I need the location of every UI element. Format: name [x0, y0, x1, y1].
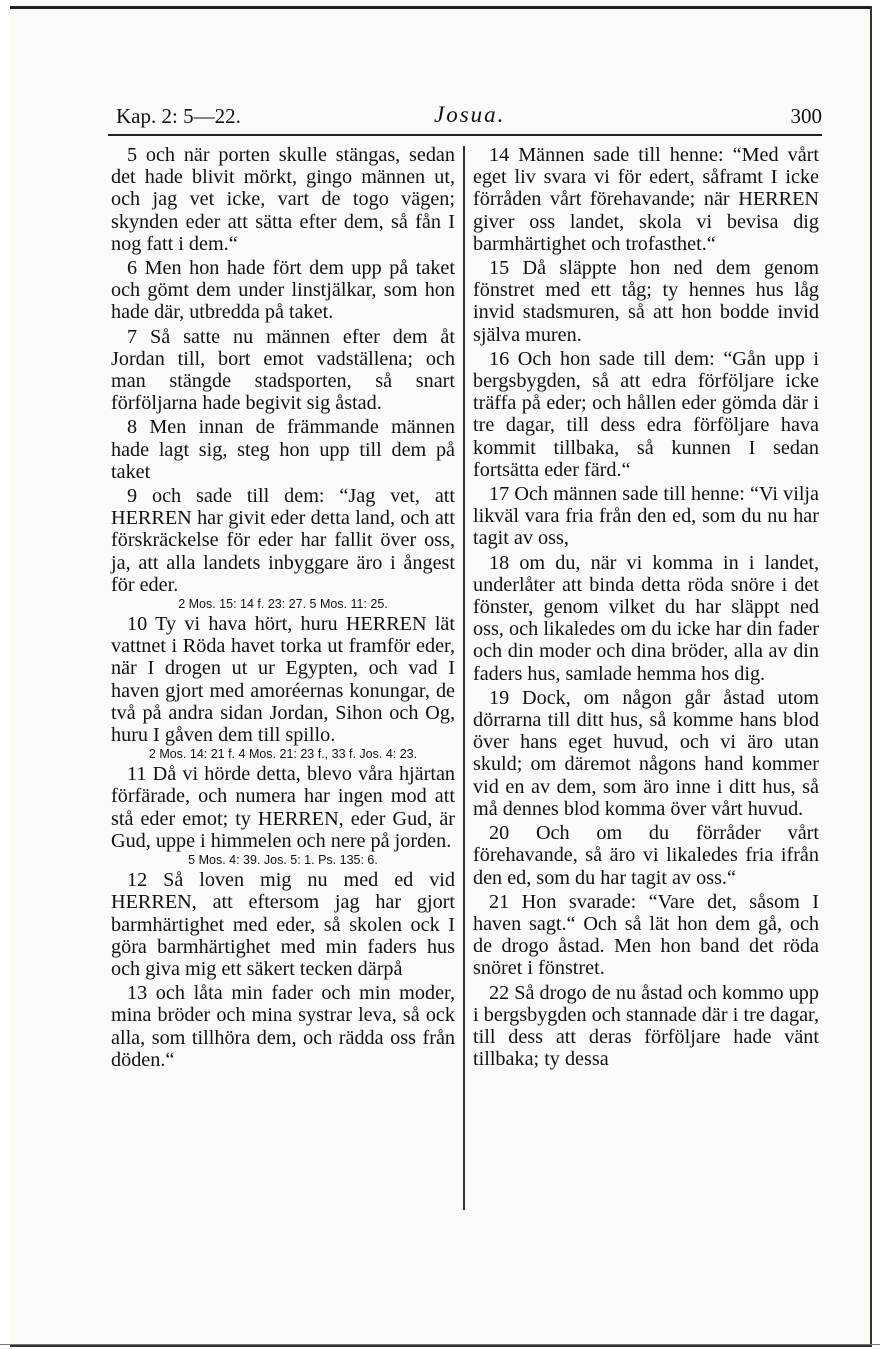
book-title: Josua.	[434, 102, 506, 127]
cross-reference: 2 Mos. 14: 21 f. 4 Mos. 21: 23 f., 33 f. Jos. 4: 23.	[148, 747, 418, 762]
scan-edge-line	[0, 1344, 880, 1345]
page-number: 300	[790, 104, 822, 128]
verse-14-start: 14 Männen sade till henne: “Med vårt eget liv svara vi för edert, såframt I icke förråden vårt förehavande; när	[473, 144, 819, 211]
running-head	[116, 102, 822, 134]
verse-14	[473, 144, 819, 255]
verse-15: 15 Då släppte hon ned dem genom fönstret med ett tåg; ty hennes hus låg invid stadsmuren, så att hon bodde invid själva muren.	[473, 257, 819, 346]
divine-name: HERREN	[738, 188, 819, 211]
verse-18: 18 om du, när vi komma in i landet, underlåter att binda detta röda snöre i det fönster, genom vilket du har släppt ned oss, och likaledes om du icke har din fader och din moder och dina bröder, alla av din faders hus, samlade hemma hos dig.	[473, 551, 819, 685]
verse-10-end: lät vattnet i Röda havet torka ut framför eder, när I drogen ut ur Egypten, och vad I haven gjort med amoréernas konungar, de två på andra sidan Jordan, Sihon och Og, huru I gåven dem till spillo.	[111, 613, 456, 747]
verse-22: 22 Så drogo de nu åstad och kommo upp i bergsbygden och stannade där i tre dagar, till dess att deras förföljare hade vänt tillbaka; ty dessa	[473, 981, 819, 1071]
cross-reference: 5 Mos. 4: 39. Jos. 5: 1. Ps. 135: 6.	[188, 853, 378, 868]
verse-11-end: , eder Gud, är Gud, uppe i himmelen och nere på jorden.	[111, 807, 456, 852]
verse-16: 16 Och hon sade till dem: “Gån upp i bergsbygden, så att edra förföljare icke träffa på eder; och hållen eder gömda där i tre dagar, till dess edra förföljare hava kommit tillbaka, så kunnen I sedan fortsätta eder färd.“	[473, 347, 819, 481]
divine-name: HERREN	[111, 507, 192, 530]
verse-9-end: har givit eder detta land, och att förskräckelse för eder har fallit över oss, ja, att alla landets inbyggare äro i ångest för eder.	[111, 507, 455, 596]
verse-17: 17 Och männen sade till henne: “Vi vilja likväl vara fria från den ed, som du nu har tagit av oss,	[473, 483, 819, 550]
verse-19: 19 Dock, om någon går åstad utom dörrarna till ditt hus, så komme hans blod över hans eget huvud, och vi äro utan skuld; om däremot någons hand kommer vid en av dem, som äro inne i ditt hus, så må dennes blod komma över vårt huvud.	[473, 686, 819, 820]
verse-8: 8 Men innan de främmande männen hade lagt sig, steg hon upp till dem på taket	[111, 416, 455, 483]
divine-name: HERREN	[111, 891, 192, 914]
verse-6: 6 Men hon hade fört dem upp på taket och gömt dem under linstjälkar, som hon hade där, utbredda på taket.	[111, 257, 455, 324]
verse-11	[111, 763, 455, 852]
header-rule	[108, 134, 822, 136]
verse-12-end: , att eftersom jag har gjort barmhärtighet med eder, så skolen ock I göra barmhärtighet med min faders hus och giva mig ett säkert tecken därpå	[111, 891, 455, 980]
verse-9	[111, 485, 455, 596]
verse-7: 7 Så satte nu männen efter dem åt Jordan till, bort emot vadställena; och man stängde stadsporten, så snart förföljarna hade begivit sig åstad.	[111, 325, 455, 415]
verse-11-start: 11 Då vi hörde detta, blevo våra hjärtan förfärade, och numera har ingen mod att stå eder emot; ty	[111, 763, 455, 830]
verse-14-end: giver oss landet, skola vi bevisa dig barmhärtighet och trofasthet.“	[473, 210, 819, 255]
verse-21: 21 Hon svarade: “Vare det, såsom I haven sagt.“ Och så lät hon dem gå, och de drogo åstad. Men hon band det röda snöret i fönstret.	[473, 890, 819, 980]
verse-10-start: 10 Ty vi hava hört, huru	[127, 613, 346, 636]
column-divider	[463, 146, 465, 1210]
divine-name: HERREN	[257, 807, 339, 830]
verse-5: 5 och när porten skulle stängas, sedan det hade blivit mörkt, gingo männen ut, och jag vet icke, vart de togo vägen; skynden eder att sätta efter dem, så fån I nog fatt i dem.“	[111, 144, 455, 255]
cross-reference: 2 Mos. 15: 14 f. 23: 27. 5 Mos. 11: 25.	[178, 597, 388, 612]
verse-12-start: 12 Så loven mig nu med ed vid	[127, 869, 455, 892]
verse-20: 20 Och om du förråder vårt förehavande, så äro vi likaledes fria ifrån den ed, som du har tagit av oss.“	[473, 822, 819, 889]
verse-9-start: 9 och sade till dem: “Jag vet, att	[127, 485, 455, 508]
verse-13: 13 och låta min fader och min moder, mina bröder och mina systrar leva, så ock alla, som tillhöra dem, och rädda oss från döden.“	[111, 982, 455, 1071]
left-column	[111, 144, 455, 1071]
verse-10	[111, 613, 455, 746]
divine-name: HERREN	[345, 613, 427, 636]
verse-12	[111, 869, 455, 980]
right-column	[473, 144, 819, 1070]
chapter-reference: Kap. 2: 5—22.	[116, 104, 241, 128]
